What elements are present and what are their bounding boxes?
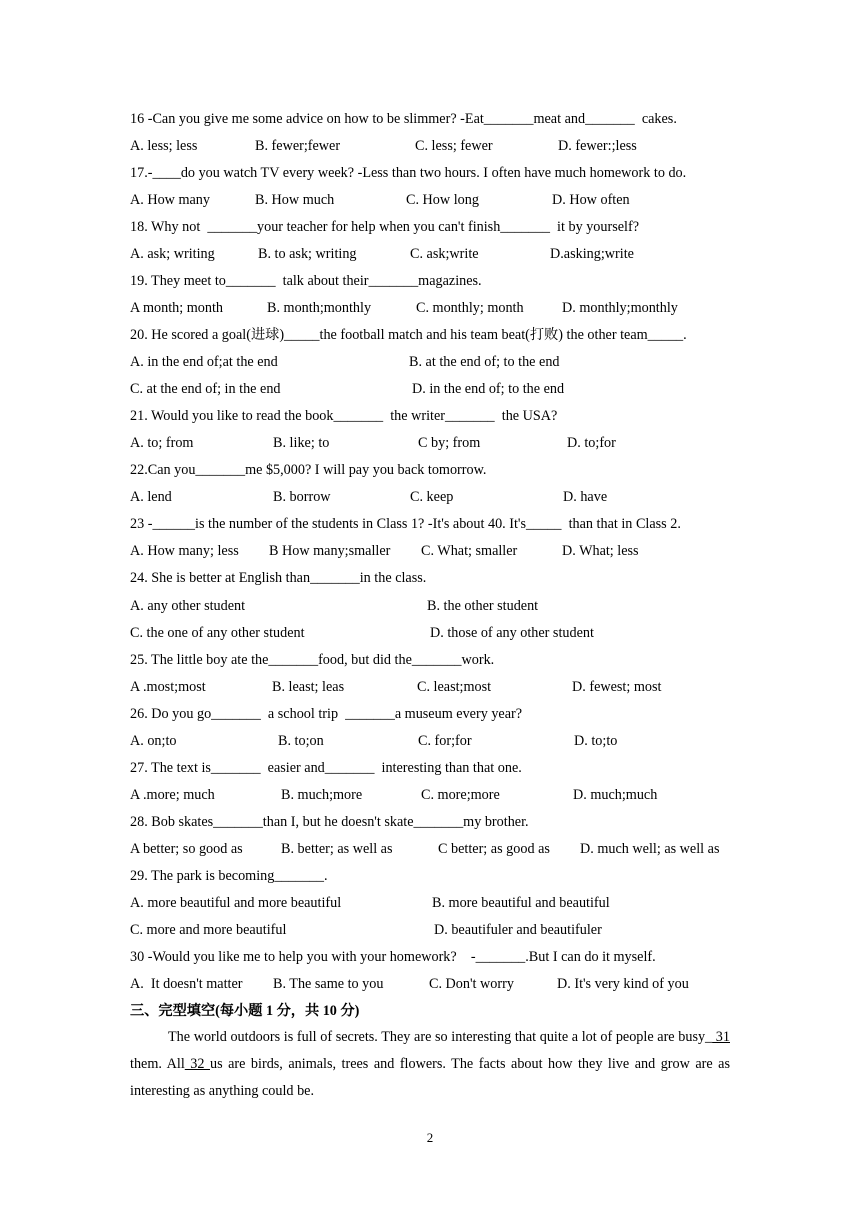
question-26-option-a: A. on;to [130, 733, 177, 749]
question-23-option-c: C. What; smaller [421, 543, 518, 559]
question-20-option-a: A. in the end of;at the end [130, 354, 278, 370]
question-29-option-a: A. more beautiful and more beautiful [130, 895, 342, 911]
question-26-stem: 26. Do you go_______ a school trip _______a museum every year? [130, 706, 523, 722]
question-18-option-a: A. ask; writing [130, 246, 215, 262]
question-20-option-c: C. at the end of; in the end [130, 381, 281, 397]
question-24-stem: 24. She is better at English than_______in the class. [130, 570, 427, 586]
question-24-option-b: B. the other student [427, 598, 539, 614]
blank-31: 31 [712, 1029, 730, 1045]
passage-text-3: us are birds, animals, trees and flowers. The facts about how they live and grow are as interesting as anything could be. [130, 1056, 730, 1099]
question-16-option-b: B. fewer;fewer [255, 138, 341, 154]
question-21-option-c: C by; from [418, 435, 481, 451]
passage-text-1: The world outdoors is full of secrets. They are so interesting that quite a lot of people are busy_ [168, 1029, 713, 1045]
question-16-option-d: D. fewer:;less [558, 138, 637, 154]
question-29-option-c: C. more and more beautiful [130, 922, 287, 938]
section-heading-cloze: 三、完型填空(每小题 1 分，共 10 分) [130, 1003, 360, 1019]
question-25-option-b: B. least; leas [272, 679, 345, 695]
question-23-option-b: B How many;smaller [269, 543, 391, 559]
question-26-option-c: C. for;for [418, 733, 472, 749]
question-23-option-a: A. How many; less [130, 543, 239, 559]
question-26-option-b: B. to;on [278, 733, 324, 749]
question-27-option-c: C. more;more [421, 787, 500, 803]
question-27-option-b: B. much;more [281, 787, 363, 803]
question-21-option-a: A. to; from [130, 435, 194, 451]
question-20-stem: 20. He scored a goal(进球)_____the football match and his team beat(打败) the other team_____. [130, 327, 687, 343]
question-24-option-a: A. any other student [130, 598, 246, 614]
question-28-option-a: A better; so good as [130, 841, 243, 857]
page-number: 2 [426, 1130, 434, 1145]
question-16-option-c: C. less; fewer [415, 138, 493, 154]
question-22-option-d: D. have [563, 489, 608, 505]
question-17-option-a: A. How many [130, 192, 210, 208]
question-17-option-c: C. How long [406, 192, 479, 208]
question-30-option-a: A. It doesn't matter [130, 976, 243, 992]
question-18-option-c: C. ask;write [410, 246, 479, 262]
question-30-option-d: D. It's very kind of you [557, 976, 689, 992]
question-20-option-d: D. in the end of; to the end [412, 381, 565, 397]
question-25-option-a: A .most;most [130, 679, 206, 695]
question-16-stem: 16 -Can you give me some advice on how to be slimmer? -Eat_______meat and_______ cakes. [130, 111, 677, 127]
question-30-stem: 30 -Would you like me to help you with your homework? -_______.But I can do it myself. [130, 949, 656, 965]
question-18-stem: 18. Why not _______your teacher for help when you can't finish_______ it by yourself? [130, 219, 639, 235]
question-29-stem: 29. The park is becoming_______. [130, 868, 328, 884]
question-21-stem: 21. Would you like to read the book_______ the writer_______ the USA? [130, 408, 558, 424]
question-27-option-d: D. much;much [573, 787, 658, 803]
question-17-option-b: B. How much [255, 192, 335, 208]
question-26-option-d: D. to;to [574, 733, 618, 749]
question-27-option-a: A .more; much [130, 787, 215, 803]
question-18-option-d: D.asking;write [550, 246, 634, 262]
question-22-option-c: C. keep [410, 489, 454, 505]
question-19-option-a: A month; month [130, 300, 224, 316]
question-29-option-b: B. more beautiful and beautiful [432, 895, 610, 911]
question-24-option-d: D. those of any other student [430, 625, 594, 641]
question-17-option-d: D. How often [552, 192, 630, 208]
passage-text-2: them. All [130, 1056, 185, 1072]
question-28-option-d: D. much well; as well as [580, 841, 720, 857]
question-19-stem: 19. They meet to_______ talk about their_______magazines. [130, 273, 482, 289]
cloze-passage [130, 1024, 730, 1105]
question-16-option-a: A. less; less [130, 138, 198, 154]
question-22-option-a: A. lend [130, 489, 172, 505]
question-24-option-c: C. the one of any other student [130, 625, 305, 641]
question-23-stem: 23 -______is the number of the students in Class 1? -It's about 40. It's_____ than that in Class 2. [130, 516, 681, 532]
question-30-option-c: C. Don't worry [429, 976, 514, 992]
question-23-option-d: D. What; less [562, 543, 639, 559]
question-25-option-c: C. least;most [417, 679, 492, 695]
blank-32: 32 [184, 1056, 210, 1072]
question-25-option-d: D. fewest; most [572, 679, 662, 695]
question-21-option-d: D. to;for [567, 435, 616, 451]
question-21-option-b: B. like; to [273, 435, 330, 451]
question-28-option-c: C better; as good as [438, 841, 550, 857]
question-19-option-c: C. monthly; month [416, 300, 524, 316]
question-19-option-d: D. monthly;monthly [562, 300, 678, 316]
question-22-option-b: B. borrow [273, 489, 331, 505]
question-30-option-b: B. The same to you [273, 976, 384, 992]
question-29-option-d: D. beautifuler and beautifuler [434, 922, 602, 938]
question-28-option-b: B. better; as well as [281, 841, 393, 857]
question-27-stem: 27. The text is_______ easier and_______ interesting than that one. [130, 760, 522, 776]
question-22-stem: 22.Can you_______me $5,000? I will pay you back tomorrow. [130, 462, 487, 478]
question-28-stem: 28. Bob skates_______than I, but he doesn't skate_______my brother. [130, 814, 529, 830]
question-18-option-b: B. to ask; writing [258, 246, 357, 262]
question-17-stem: 17.-____do you watch TV every week? -Less than two hours. I often have much homework to do. [130, 165, 687, 181]
question-20-option-b: B. at the end of; to the end [409, 354, 560, 370]
question-25-stem: 25. The little boy ate the_______food, but did the_______work. [130, 652, 495, 668]
question-19-option-b: B. month;monthly [267, 300, 372, 316]
